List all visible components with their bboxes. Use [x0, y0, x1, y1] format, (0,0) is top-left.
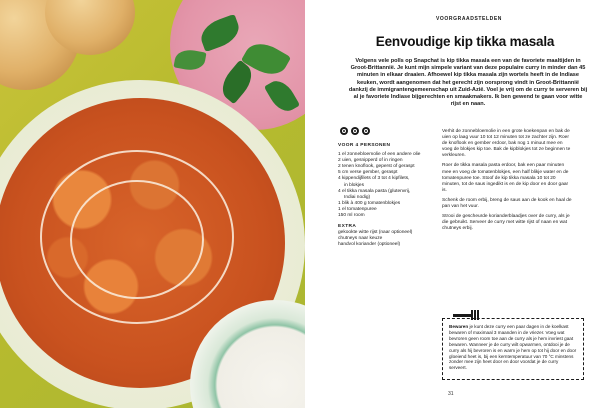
serving-heading: VOOR 4 PERSONEN: [338, 143, 391, 148]
note-text: je kunt deze curry een paar dagen in de koelkast bewaren of maximaal 3 maanden in de vriezer. Voeg wat bevroren geen room toe aan de curry als je hem invriest gaat bewaren. Wanneer je de curry wilt opwarmen, ontdooi je de curry als hij bevroren is en warm je hem op tot hij door en door gloeiend heet is, bij een kerntemperatuur van 70 °C minstens zonder mee zijn heet door en door voordat je de curry serveert.: [449, 324, 577, 371]
extra-heading: EXTRA: [338, 224, 357, 230]
ingredient-item: 1 el tomatenpuree: [338, 206, 377, 212]
method-step: Schenk de room erbij, breng de saus aan de kook en haal de pan van het vuur.: [442, 197, 572, 210]
extra-item: handvol koriander (optioneel): [338, 242, 401, 248]
method-column: [442, 129, 574, 236]
vegetarian-icon: [362, 127, 370, 135]
recipe-title: Eenvoudige kip tikka masala: [375, 34, 555, 49]
dairy-icon: [351, 127, 359, 135]
method-steps: [442, 129, 574, 232]
ingredient-item: Indiai nodig): [344, 194, 371, 200]
ingredient-item: 4 el tikka masala pasta (glutenvrij,: [338, 188, 411, 194]
extra-item: chutneys naar keuze: [338, 236, 383, 242]
ingredient-item: in blokjes: [344, 182, 364, 188]
cream-swirl: [70, 180, 204, 299]
method-step: Verhit de zonnebloemolie in een grote koekenpan en bak de uien op laag vuur 10 tot 12 minuten tot ze zachter zijn. Roer de knoflook en gember erdoor, bak nog 1 minuut mee en voeg de blokjes kip toe. Bak de kipblokjes tot ze beginnen te verkleuren.: [442, 129, 571, 159]
extra-list: [338, 230, 436, 248]
ingredient-item: 4 kippendijfilets of 3 tot 4 kipfilets,: [338, 176, 410, 182]
storage-note: [442, 318, 584, 380]
diet-icons: [340, 127, 370, 135]
ingredient-list: [338, 152, 436, 219]
recipe-intro: Volgens vele polls op Snapchat is kip tikka masala een van de favoriete maaltijden in Groot-Brittannië. Je kunt mijn simpele variant van deze populaire curry in minder dan 45 minuten in elkaar draaien. Afhoewel kip tikka masala zijn wortels heeft in de Indiase keuken, wordt aangenomen dat het gerecht zijn oorsprong vindt in Groot-Brittannië dankzij de immigrantengemeenschap uit Zuid-Azië. Voel je vrij om de curry te serveren bij al je favoriete Indiase bijgerechten en smaakmakers. Ik ben gewend te gaan voor witte rijst en naan.: [348, 58, 588, 108]
ingredient-item: 5 cm verse gember, geraspt: [338, 170, 398, 176]
note-label: Bewaren: [449, 324, 469, 329]
ingredient-item: 1 blik à 400 g tomatenblokjes: [338, 200, 401, 206]
page-number: 31: [448, 391, 454, 397]
ingredient-item: 2 tenen knoflook, geperst of geraspt: [338, 164, 415, 170]
extra-item: gekookte witte rijst (naar optioneel): [338, 230, 413, 236]
section-heading: VOORGRAADSTELDEN: [436, 16, 502, 22]
gluten-free-icon: [340, 127, 348, 135]
method-step: Strooi de gescheurde korianderblaadjes over de curry, als je die gebruikt. Serveer de curry met witte rijst of naan en wat chutneys erbij.: [442, 214, 570, 232]
ingredient-item: 1 el zonnebloemolie of een andere olie: [338, 152, 421, 158]
ingredient-item: 150 ml room: [338, 213, 365, 219]
recipe-page: [318, 0, 612, 408]
method-step: Roer de tikka masala pasta erdoor, bak een paar minuten mee en voeg de tomatenblokjes, een half blikje water en de tomatenpuree toe. Stoof de kip tikka masala 10 tot 20 minuten, tot de saus ingedikt is en de kip door en door gaar is.: [442, 163, 569, 193]
ingredient-item: 2 uien, gesnipperd of in ringen: [338, 158, 403, 164]
ingredients-column: [338, 143, 436, 249]
food-photo: [0, 0, 305, 408]
